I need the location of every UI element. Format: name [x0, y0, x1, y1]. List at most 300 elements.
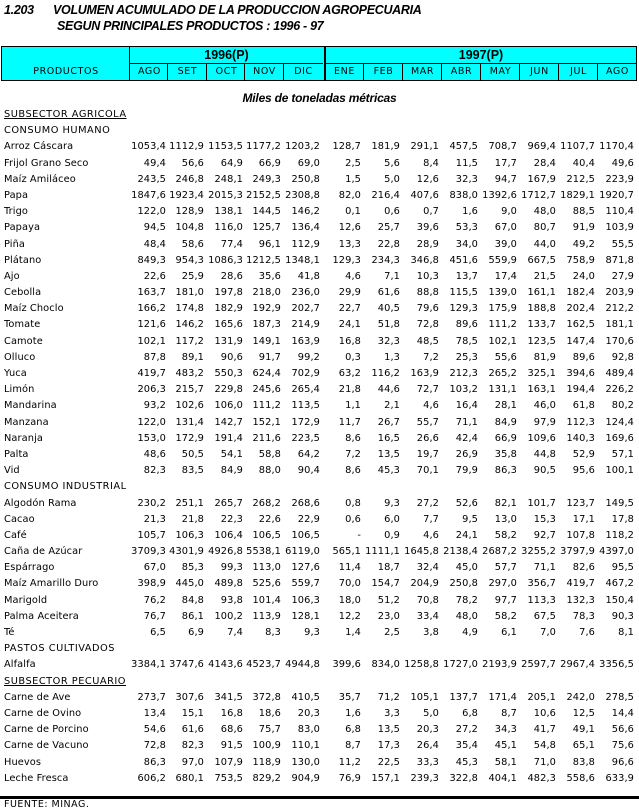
cell-value: 2138,4 [443, 546, 478, 558]
column-divider [480, 63, 481, 80]
cell-value: 11,2 [338, 756, 361, 768]
table-row [0, 722, 639, 738]
cell-value: 92,8 [611, 351, 634, 363]
cell-value: 2687,2 [482, 546, 517, 558]
column-divider [206, 63, 207, 80]
column-divider [244, 63, 245, 80]
cell-value: 410,5 [291, 691, 320, 703]
cell-value: 128,7 [332, 141, 361, 153]
row-label: Limón [4, 384, 35, 396]
table-row [0, 285, 639, 301]
cell-value: 5,0 [423, 707, 439, 719]
cell-value: 22,8 [377, 238, 400, 250]
cell-value: 558,6 [566, 772, 595, 784]
cell-value: 136,4 [291, 222, 320, 234]
table-row [0, 156, 639, 172]
cell-value: - [357, 529, 361, 541]
cell-value: 45,1 [494, 740, 517, 752]
cell-value: 35,7 [338, 691, 361, 703]
cell-value: 187,3 [252, 319, 281, 331]
table-row [0, 560, 639, 576]
cell-value: 175,9 [488, 303, 517, 315]
cell-value: 559,7 [291, 578, 320, 590]
row-label: Trigo [4, 206, 29, 218]
cell-value: 109,6 [527, 432, 556, 444]
cell-value: 223,5 [291, 432, 320, 444]
cell-value: 1923,4 [169, 189, 204, 201]
cell-value: 48,0 [533, 206, 556, 218]
cell-value: 92,7 [533, 529, 556, 541]
cell-value: 325,1 [527, 368, 556, 379]
cell-value: 489,4 [605, 368, 634, 379]
cell-value: 101,7 [527, 497, 556, 509]
cell-value: 91,9 [572, 222, 595, 234]
cell-value: 53,3 [455, 222, 478, 234]
month-header: SET [177, 66, 198, 77]
row-label: Ajo [4, 270, 20, 282]
table-row [0, 253, 639, 269]
cell-value: 76,9 [338, 772, 361, 784]
cell-value: 1053,4 [131, 141, 166, 153]
cell-value: 5,6 [384, 157, 400, 169]
cell-value: 81,9 [533, 351, 556, 363]
cell-value: 131,4 [175, 416, 204, 428]
cell-value: 122,0 [137, 416, 166, 428]
table-row [0, 771, 639, 787]
row-label: Plátano [4, 254, 42, 266]
cell-value: 236,0 [291, 287, 320, 299]
cell-value: 39,6 [416, 222, 439, 234]
row-label: Mandarina [4, 400, 57, 412]
cell-value: 1829,1 [560, 189, 595, 201]
cell-value: 2967,4 [560, 659, 595, 671]
cell-value: 218,0 [252, 287, 281, 299]
cell-value: 51,2 [377, 594, 400, 606]
cell-value: 243,5 [137, 173, 166, 185]
month-header: AGO [606, 66, 629, 77]
cell-value: 107,9 [214, 756, 243, 768]
table-row [0, 528, 639, 544]
cell-value: 55,5 [611, 238, 634, 250]
table-row [0, 496, 639, 512]
cell-value: 702,9 [291, 368, 320, 379]
cell-value: 86,3 [143, 756, 166, 768]
cell-value: 341,5 [214, 691, 243, 703]
cell-value: 194,4 [566, 384, 595, 396]
cell-value: 77,4 [220, 238, 243, 250]
cell-value: 105,1 [410, 691, 439, 703]
cell-value: 79,6 [416, 303, 439, 315]
cell-value: 137,7 [449, 691, 478, 703]
row-label: Maíz Choclo [4, 303, 64, 315]
cell-value: 163,7 [137, 287, 166, 299]
cell-value: 1112,9 [169, 141, 204, 153]
cell-value: 251,1 [175, 497, 204, 509]
cell-value: 110,1 [291, 740, 320, 752]
cell-value: 28,4 [533, 157, 556, 169]
cell-value: 28,1 [494, 400, 517, 412]
cell-value: 265,2 [488, 368, 517, 379]
row-label: Tomate [4, 319, 41, 331]
cell-value: 130,0 [291, 756, 320, 768]
cell-value: 116,0 [214, 222, 243, 234]
cell-value: 35,6 [258, 270, 281, 282]
cell-value: 84,9 [494, 416, 517, 428]
cell-value: 172,9 [291, 416, 320, 428]
cell-value: 45,3 [455, 756, 478, 768]
cell-value: 248,1 [214, 173, 243, 185]
cell-value: 33,4 [416, 610, 439, 622]
cell-value: 26,6 [416, 432, 439, 444]
cell-value: 54,6 [143, 724, 166, 736]
cell-value: 0,6 [384, 206, 400, 218]
table-row [0, 188, 639, 204]
row-label: Algodón Rama [4, 497, 77, 509]
cell-value: 457,5 [449, 141, 478, 153]
cell-value: 49,1 [572, 724, 595, 736]
cell-value: 0,9 [384, 529, 400, 541]
cell-value: 0,1 [345, 206, 361, 218]
cell-value: 97,7 [494, 594, 517, 606]
cell-value: 8,4 [423, 157, 439, 169]
cell-value: 4,6 [423, 529, 439, 541]
cell-value: 33,3 [416, 756, 439, 768]
row-label: Yuca [4, 368, 27, 379]
table-row [0, 237, 639, 253]
cell-value: 7,1 [384, 270, 400, 282]
cell-value: 17,3 [377, 740, 400, 752]
cell-value: 72,8 [143, 740, 166, 752]
row-label: Piña [4, 238, 26, 250]
cell-value: 65,1 [572, 740, 595, 752]
table-row [0, 431, 639, 447]
cell-value: 111,2 [488, 319, 517, 331]
cell-value: 559,9 [488, 254, 517, 266]
cell-value: 54,1 [220, 448, 243, 460]
row-label: SUBSECTOR PECUARIO [4, 675, 127, 687]
cell-value: 4926,8 [208, 546, 243, 558]
cell-value: 1153,5 [208, 141, 243, 153]
cell-value: 17,4 [494, 270, 517, 282]
row-label: Té [4, 627, 15, 638]
cell-value: 482,3 [527, 772, 556, 784]
cell-value: 96,1 [258, 238, 281, 250]
cell-value: 525,6 [252, 578, 281, 590]
cell-value: 245,6 [252, 384, 281, 396]
cell-value: 6119,0 [285, 546, 320, 558]
cell-value: 8,6 [345, 432, 361, 444]
cell-value: 61,6 [181, 724, 204, 736]
cell-value: 163,9 [410, 368, 439, 379]
cell-value: 88,0 [258, 465, 281, 477]
cell-value: 54,8 [533, 740, 556, 752]
cell-value: 192,9 [252, 303, 281, 315]
cell-value: 40,5 [377, 303, 400, 315]
cell-value: 139,0 [488, 287, 517, 299]
cell-value: 17,1 [572, 513, 595, 525]
cell-value: 49,6 [611, 157, 634, 169]
cell-value: 94,5 [143, 222, 166, 234]
cell-value: 8,3 [265, 627, 281, 638]
cell-value: 64,9 [220, 157, 243, 169]
cell-value: 297,0 [488, 578, 517, 590]
cell-value: 838,0 [449, 189, 478, 201]
units-label: Miles de toneladas métricas [242, 91, 397, 105]
cell-value: 27,2 [416, 497, 439, 509]
cell-value: 129,3 [449, 303, 478, 315]
cell-value: 41,7 [533, 724, 556, 736]
cell-value: 1,5 [345, 173, 361, 185]
cell-value: 154,7 [371, 578, 400, 590]
table-row [0, 690, 639, 706]
cell-value: 182,4 [566, 287, 595, 299]
month-header: OCT [215, 66, 238, 77]
table-row [0, 317, 639, 333]
cell-value: 1645,8 [404, 546, 439, 558]
row-label: PASTOS CULTIVADOS [4, 643, 115, 655]
cell-value: 58,1 [494, 756, 517, 768]
cell-value: 1,1 [345, 400, 361, 412]
cell-value: 133,7 [527, 319, 556, 331]
cell-value: 142,7 [214, 416, 243, 428]
cell-value: 2,5 [384, 627, 400, 638]
cell-value: 123,7 [566, 497, 595, 509]
cell-value: 106,5 [291, 529, 320, 541]
cell-value: 21,8 [181, 513, 204, 525]
cell-value: 144,5 [252, 206, 281, 218]
cell-value: 27,2 [455, 724, 478, 736]
cell-value: 398,9 [137, 578, 166, 590]
row-label: Caña de Azúcar [4, 546, 83, 558]
cell-value: 12,5 [572, 707, 595, 719]
table-row [0, 625, 639, 641]
table-row [0, 657, 639, 673]
cell-value: 6,9 [188, 627, 204, 638]
cell-value: 322,8 [449, 772, 478, 784]
cell-value: 101,4 [252, 594, 281, 606]
cell-value: 76,2 [143, 594, 166, 606]
cell-value: 122,0 [137, 206, 166, 218]
cell-value: 291,1 [410, 141, 439, 153]
cell-value: 18,0 [338, 594, 361, 606]
cell-value: 268,2 [252, 497, 281, 509]
cell-value: 57,7 [494, 562, 517, 574]
cell-value: 20,3 [297, 707, 320, 719]
cell-value: 9,3 [384, 497, 400, 509]
cell-value: 14,4 [611, 707, 634, 719]
cell-value: 34,3 [494, 724, 517, 736]
cell-value: 6,8 [462, 707, 478, 719]
cell-value: 3384,1 [131, 659, 166, 671]
cell-value: 1,6 [462, 206, 478, 218]
row-label: Camote [4, 335, 43, 347]
column-divider [597, 63, 598, 80]
cell-value: 55,6 [494, 351, 517, 363]
month-header: AGO [138, 66, 161, 77]
cell-value: 170,6 [605, 335, 634, 347]
column-divider [283, 63, 284, 80]
cell-value: 113,9 [252, 610, 281, 622]
cell-value: 23,0 [377, 610, 400, 622]
cell-value: 96,6 [611, 756, 634, 768]
cell-value: 131,9 [214, 335, 243, 347]
cell-value: 10,6 [533, 707, 556, 719]
cell-value: 161,1 [527, 287, 556, 299]
cell-value: 1,3 [384, 351, 400, 363]
month-header: JUL [570, 66, 587, 77]
table-row [0, 172, 639, 188]
cell-value: 1212,5 [246, 254, 281, 266]
cell-value: 13,0 [494, 513, 517, 525]
cell-value: 113,0 [252, 562, 281, 574]
cell-value: 103,2 [449, 384, 478, 396]
column-divider [558, 63, 559, 80]
cell-value: 21,5 [533, 270, 556, 282]
cell-value: 72,7 [416, 384, 439, 396]
cell-value: 78,3 [572, 610, 595, 622]
cell-value: 26,7 [377, 416, 400, 428]
cell-value: 39,0 [494, 238, 517, 250]
cell-value: 146,2 [175, 319, 204, 331]
table-row [0, 139, 639, 155]
cell-value: 265,4 [291, 384, 320, 396]
cell-value: 239,3 [410, 772, 439, 784]
cell-value: 149,5 [605, 497, 634, 509]
cell-value: 87,8 [143, 351, 166, 363]
cell-value: 22,3 [220, 513, 243, 525]
month-header: MAY [489, 66, 512, 77]
cell-value: 40,4 [572, 157, 595, 169]
table-row [0, 398, 639, 414]
cell-value: 57,1 [611, 448, 634, 460]
cell-value: 1,4 [345, 627, 361, 638]
table-title: VOLUMEN ACUMULADO DE LA PRODUCCION AGROPECUARIA [53, 3, 422, 17]
cell-value: 451,6 [449, 254, 478, 266]
cell-value: 9,0 [501, 206, 517, 218]
cell-value: 22,7 [338, 303, 361, 315]
cell-value: 1170,4 [599, 141, 634, 153]
cell-value: 152,1 [252, 416, 281, 428]
cell-value: 4944,8 [285, 659, 320, 671]
cell-value: 88,8 [416, 287, 439, 299]
cell-value: 84,8 [181, 594, 204, 606]
cell-value: 95,6 [572, 465, 595, 477]
row-label: Papaya [4, 222, 41, 234]
cell-value: 69,0 [297, 157, 320, 169]
cell-value: 129,3 [332, 254, 361, 266]
cell-value: 97,0 [181, 756, 204, 768]
table-subtitle: SEGUN PRINCIPALES PRODUCTOS : 1996 - 97 [57, 19, 324, 33]
cell-value: 102,1 [137, 335, 166, 347]
cell-value: 79,9 [455, 465, 478, 477]
cell-value: 4143,6 [208, 659, 243, 671]
row-label: Palma Aceitera [4, 610, 79, 622]
cell-value: 17,8 [611, 513, 634, 525]
cell-value: 394,6 [566, 368, 595, 379]
cell-value: 35,4 [455, 740, 478, 752]
cell-value: 48,0 [455, 610, 478, 622]
cell-value: 16,4 [455, 400, 478, 412]
cell-value: 78,2 [455, 594, 478, 606]
column-divider [363, 63, 364, 80]
cell-value: 202,7 [291, 303, 320, 315]
cell-value: 1712,7 [521, 189, 556, 201]
row-label: Marigold [4, 594, 48, 606]
table-row [0, 269, 639, 285]
cell-value: 2,5 [345, 157, 361, 169]
subsector-heading [0, 107, 639, 123]
month-header: ENE [334, 66, 355, 77]
cell-value: 106,5 [252, 529, 281, 541]
cell-value: 162,5 [566, 319, 595, 331]
cell-value: 68,6 [220, 724, 243, 736]
cell-value: 399,6 [332, 659, 361, 671]
cell-value: 58,8 [258, 448, 281, 460]
cell-value: 48,4 [143, 238, 166, 250]
table-row [0, 609, 639, 625]
section-heading [0, 123, 639, 139]
cell-value: 56,6 [611, 724, 634, 736]
cell-value: 24,1 [455, 529, 478, 541]
cell-value: 11,7 [338, 416, 361, 428]
row-label: Papa [4, 189, 29, 201]
cell-value: 52,9 [572, 448, 595, 460]
cell-value: 4301,9 [169, 546, 204, 558]
column-divider [402, 63, 403, 80]
cell-value: 88,5 [572, 206, 595, 218]
cell-value: 89,1 [181, 351, 204, 363]
cell-value: 3,3 [384, 707, 400, 719]
cell-value: 904,9 [291, 772, 320, 784]
cell-value: 11,5 [455, 157, 478, 169]
cell-value: 4,6 [345, 270, 361, 282]
month-header: JUN [530, 66, 549, 77]
cell-value: 49,4 [143, 157, 166, 169]
cell-value: 829,2 [252, 772, 281, 784]
cell-value: 1111,1 [365, 546, 400, 558]
row-label: Carne de Ave [4, 691, 71, 703]
month-header: NOV [253, 66, 276, 77]
cell-value: 70,1 [416, 465, 439, 477]
row-label: Olluco [4, 351, 36, 363]
cell-value: 204,9 [410, 578, 439, 590]
cell-value: 90,5 [533, 465, 556, 477]
cell-value: 25,7 [377, 222, 400, 234]
cell-value: 117,2 [175, 335, 204, 347]
cell-value: 16,8 [338, 335, 361, 347]
cell-value: 273,7 [137, 691, 166, 703]
subsector-heading [0, 674, 639, 690]
cell-value: 34,0 [455, 238, 478, 250]
cell-value: 12,6 [416, 173, 439, 185]
cell-value: 7,2 [423, 351, 439, 363]
cell-value: 67,5 [533, 610, 556, 622]
cell-value: 0,8 [345, 497, 361, 509]
cell-value: 82,0 [338, 189, 361, 201]
cell-value: 21,8 [338, 384, 361, 396]
cell-value: 149,1 [252, 335, 281, 347]
cell-value: 106,3 [291, 594, 320, 606]
cell-value: 71,1 [533, 562, 556, 574]
cell-value: 26,9 [455, 448, 478, 460]
cell-value: 1258,8 [404, 659, 439, 671]
cell-value: 372,8 [252, 691, 281, 703]
month-header: FEB [373, 66, 394, 77]
table-header [1, 46, 637, 81]
cell-value: 13,5 [377, 724, 400, 736]
row-label: Café [4, 529, 27, 541]
cell-value: 1920,7 [599, 189, 634, 201]
